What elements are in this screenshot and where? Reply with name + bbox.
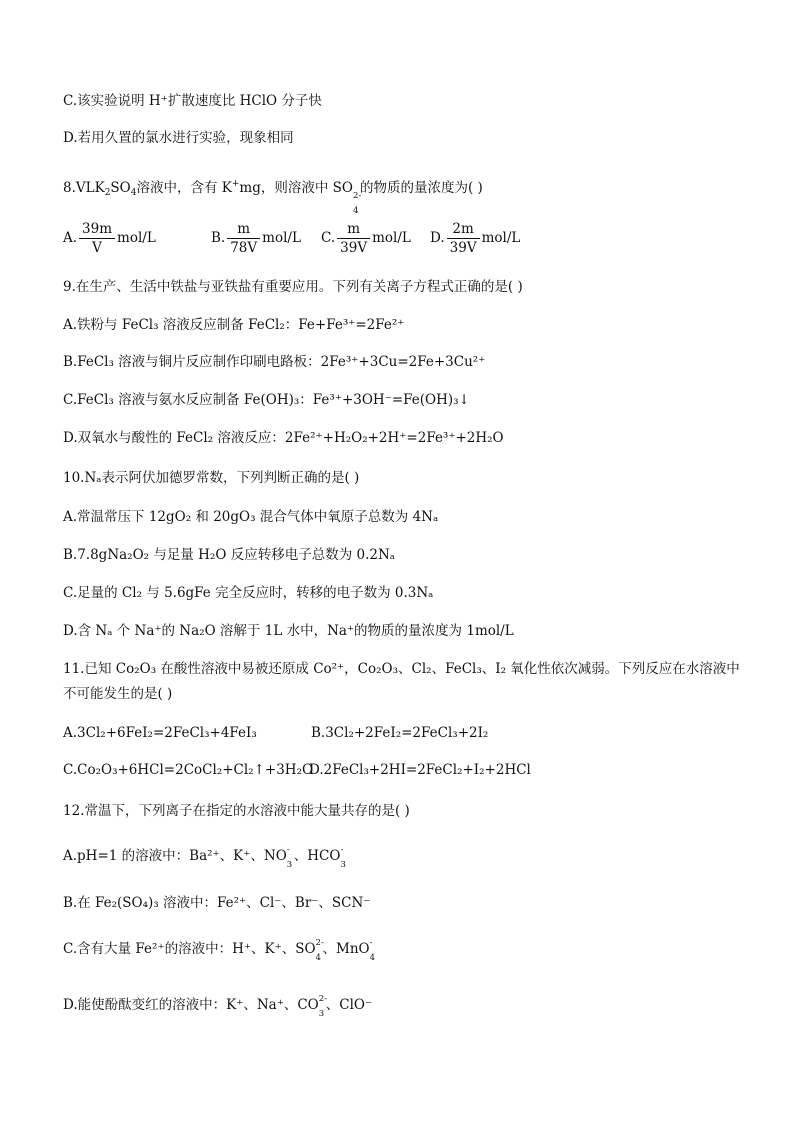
q12-option-d: D.能使酚酞变红的溶液中：K⁺、Na⁺、CO 2- 3 、ClO⁻ — [63, 994, 373, 1019]
q10-option-c: C.足量的 Cl₂ 与 5.6gFe 完全反应时，转移的电子数为 0.3Nₐ — [63, 585, 434, 601]
q12-option-b: B.在 Fe₂(SO₄)₃ 溶液中：Fe²⁺、Cl⁻、Br⁻、SCN⁻ — [63, 895, 371, 911]
q10-stem: 10.Nₐ表示阿伏加德罗常数，下列判断正确的是( ) — [63, 470, 360, 486]
q10-option-d: D.含 Nₐ 个 Na⁺的 Na₂O 溶解于 1L 水中，Na⁺的物质的量浓度为 1mol/L — [63, 623, 514, 639]
q11-option-a: A.3Cl₂+6FeI₂=2FeCl₃+4FeI₃ — [63, 725, 257, 741]
q11-option-d: D.2FeCl₃+2HI=2FeCl₂+I₂+2HCl — [309, 762, 531, 778]
nitrate-ion: NO - 3 — [263, 845, 293, 870]
q11-stem-line1: 11.已知 Co₂O₃ 在酸性溶液中易被还原成 Co²⁺，Co₂O₃、Cl₂、FeCl₃、I₂ 氧化性依次减弱。下列反应在水溶液中 — [63, 661, 740, 677]
q9-stem: 9.在生产、生活中铁盐与亚铁盐有重要应用。下列有关离子方程式正确的是( ) — [63, 279, 523, 295]
carbonate-ion: CO 2- 3 — [297, 994, 328, 1019]
bicarbonate-ion: HCO - 3 — [307, 845, 346, 870]
q11-option-c: C.Co₂O₃+6HCl=2CoCl₂+Cl₂↑+3H₂O — [63, 762, 314, 778]
q8-option-b: B. $\frac{m}{78V}$ mol/L — [211, 221, 301, 256]
q9-option-a: A.铁粉与 FeCl₃ 溶液反应制备 FeCl₂：Fe+Fe³⁺=2Fe²⁺ — [63, 317, 405, 333]
q9-option-c: C.FeCl₃ 溶液与氨水反应制备 Fe(OH)₃：Fe³⁺+3OH⁻=Fe(OH)₃↓ — [63, 392, 470, 408]
q7-option-d: D.若用久置的氯水进行实验，现象相同 — [63, 130, 294, 146]
q10-option-a: A.常温常压下 12gO₂ 和 20gO₃ 混合气体中氧原子总数为 4Nₐ — [63, 509, 439, 525]
q12-stem: 12.常温下，下列离子在指定的水溶液中能大量共存的是( ) — [63, 803, 410, 819]
q12-option-c: C.含有大量 Fe²⁺的溶液中：H⁺、K⁺、SO 2- 4 、MnO - 4 — [63, 938, 376, 963]
permanganate-ion: MnO - 4 — [336, 938, 376, 963]
q9-option-b: B.FeCl₃ 溶液与铜片反应制作印刷电路板：2Fe³⁺+3Cu=2Fe+3Cu²⁺ — [63, 354, 486, 370]
sulfate-ion: SO 2- 4 — [295, 938, 324, 963]
q7-option-c: C.该实验说明 H⁺扩散速度比 HClO 分子快 — [63, 93, 322, 109]
q10-option-b: B.7.8gNa₂O₂ 与足量 H₂O 反应转移电子总数为 0.2Nₐ — [63, 547, 395, 563]
q9-option-d: D.双氧水与酸性的 FeCl₂ 溶液反应：2Fe²⁺+H₂O₂+2H⁺=2Fe³⁺+2H₂O — [63, 430, 504, 446]
q8-option-c: C. $\frac{m}{39V}$ mol/L — [321, 221, 411, 256]
q8-stem: $8.VLK_2SO_4$溶液中，含有 K+mg，则溶液中 SO 2- 4 的物质的量浓度为( ) — [63, 179, 483, 216]
q8-option-a: A. $\frac{39m}{V}$ mol/L — [63, 221, 156, 256]
q11-option-b: B.3Cl₂+2FeI₂=2FeCl₃+2I₂ — [311, 725, 489, 741]
q8-option-d: D. $\frac{2m}{39V}$ mol/L — [430, 221, 521, 256]
q11-stem-line2: 不可能发生的是( ) — [63, 686, 173, 702]
q12-option-a: A.pH=1 的溶液中：Ba²⁺、K⁺、NO - 3 、HCO - 3 — [63, 845, 346, 870]
